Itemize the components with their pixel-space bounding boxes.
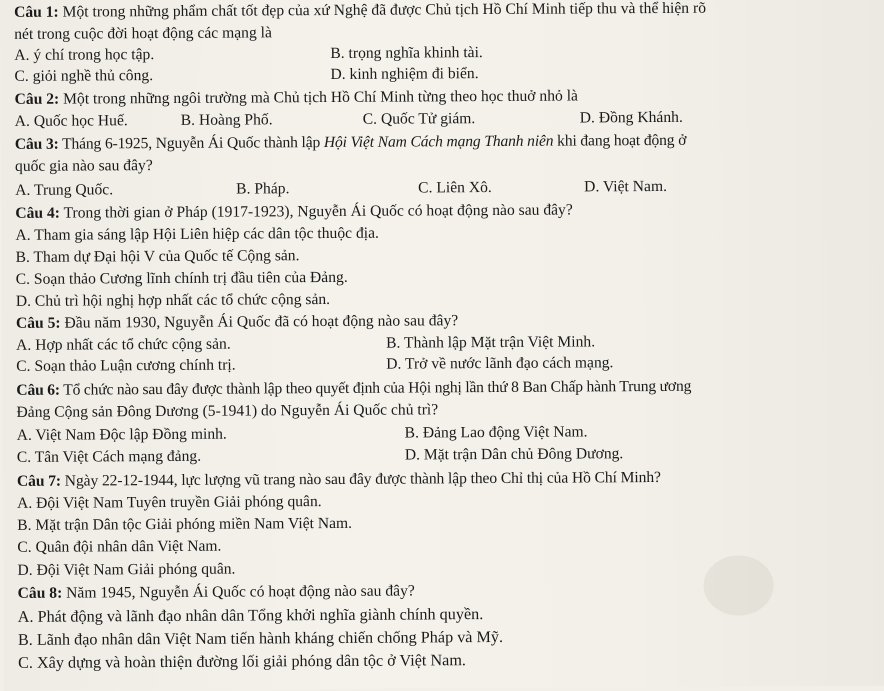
q5-option-b: B. Thành lập Mặt trận Việt Minh. [386, 333, 596, 352]
q8-stem-line-1 [18, 581, 415, 603]
q3-option-c: C. Liên Xô. [418, 178, 492, 197]
q8-option-a: A. Phát động và lãnh đạo nhân dân Tổng khởi nghĩa giành chính quyền. [17, 605, 484, 626]
q2-stem-1: Một trong những ngôi trường mà Chủ tịch Hồ Chí Minh từng theo học thuở nhỏ là [59, 87, 579, 108]
q6-stem-1: Tổ chức nào sau đây được thành lập theo quyết định của Hội nghị lần thứ 8 Ban Chấp hành Trung ương [59, 377, 692, 399]
q5-stem-1: Đầu năm 1930, Nguyễn Ái Quốc đã có hoạt động nào sau đây? [60, 312, 459, 332]
q7-option-d: D. Đội Việt Nam Giải phóng quân. [17, 560, 236, 579]
q3-stem-post: khi đang hoạt động ở [553, 131, 687, 150]
q4-option-d: D. Chủ trì hội nghị hợp nhất các tổ chức cộng sản. [15, 290, 331, 310]
q1-label: Câu 1: [14, 3, 59, 21]
paper-smudge [703, 555, 773, 615]
q5-option-a: A. Hợp nhất các tổ chức cộng sản. [16, 335, 231, 354]
q6-label: Câu 6: [16, 381, 60, 399]
q5-stem-line-1 [16, 311, 458, 334]
q3-stem-line-1 [15, 131, 687, 155]
q4-option-a: A. Tham gia sáng lập Hội Liên hiệp các dân tộc thuộc địa. [15, 224, 379, 244]
q2-option-a: A. Quốc học Huế. [14, 112, 128, 130]
q7-option-a: A. Đội Việt Nam Tuyên truyền Giải phóng quân. [17, 493, 322, 512]
q5-option-d: D. Trở về nước lãnh đạo cách mạng. [386, 354, 614, 373]
q4-stem-line-1 [15, 201, 573, 224]
q3-stem-line-2: quốc gia nào sau đây? [14, 157, 153, 175]
q6-option-d: D. Mặt trận Dân chủ Đông Dương. [404, 445, 624, 464]
q8-label: Câu 8: [17, 584, 63, 602]
q3-label: Câu 3: [14, 135, 59, 153]
q2-label: Câu 2: [14, 90, 60, 108]
q4-label: Câu 4: [15, 204, 60, 222]
q3-option-d: D. Việt Nam. [584, 177, 668, 196]
q2-option-d: D. Đồng Khánh. [579, 108, 683, 127]
q2-stem-line-1 [15, 86, 578, 109]
q6-stem-line-2: Đảng Cộng sản Đông Dương (5-1941) do Nguyễn Ái Quốc chủ trì? [16, 401, 439, 421]
q4-option-b: B. Tham dự Đại hội V của Quốc tế Cộng sản. [15, 247, 300, 266]
q1-option-c: C. giỏi nghề thủ công. [14, 67, 154, 85]
q6-option-a: A. Việt Nam Độc lập Đồng minh. [16, 425, 227, 444]
q8-option-c: C. Xây dựng và hoàn thiện đường lối giải phóng dân tộc ở Việt Nam. [17, 651, 467, 672]
q1-stem-1: Một trong những phẩm chất tốt đẹp của xứ Nghệ đã được Chủ tịch Hồ Chí Minh tiếp thu và thể hiện rõ [58, 0, 707, 21]
q7-option-c: C. Quân đội nhân dân Việt Nam. [17, 537, 222, 556]
q3-stem-italic: Hội Việt Nam Cách mạng Thanh niên [323, 132, 554, 152]
q8-stem-1: Năm 1945, Nguyễn Ái Quốc có hoạt động nào sau đây? [62, 582, 415, 602]
q3-option-b: B. Pháp. [236, 180, 290, 198]
q3-option-a: A. Trung Quốc. [15, 181, 114, 199]
q1-option-d: D. kinh nghiệm đi biển. [330, 65, 479, 83]
q2-option-c: C. Quốc Tử giám. [362, 110, 476, 128]
q4-option-c: C. Soạn thảo Cương lĩnh chính trị đầu tiên của Đảng. [15, 268, 348, 288]
q1-stem-2: nét trong cuộc đời hoạt động các mạng là [14, 24, 272, 43]
q7-stem-line-1 [17, 468, 661, 492]
q2-option-b: B. Hoàng Phố. [180, 111, 273, 129]
q5-label: Câu 5: [15, 314, 61, 332]
q6-stem-line-1 [16, 377, 691, 401]
q1-stem-line-2 [14, 23, 272, 45]
q6-option-b: B. Đảng Lao động Việt Nam. [404, 423, 588, 442]
q8-option-b: B. Lãnh đạo nhân dân Việt Nam tiến hành kháng chiến chống Pháp và Mỹ. [17, 627, 504, 649]
q1-option-a: A. ý chí trong học tập. [14, 46, 155, 64]
q6-option-c: C. Tân Việt Cách mạng đảng. [16, 447, 202, 466]
q3-stem-pre: Tháng 6-1925, Nguyễn Ái Quốc thành lập [58, 134, 324, 153]
q7-option-b: B. Mặt trận Dân tộc Giải phóng miền Nam Việt Nam. [17, 514, 353, 534]
q4-stem-1: Trong thời gian ở Pháp (1917-1923), Nguyễn Ái Quốc có hoạt động nào sau đây? [59, 201, 573, 222]
q7-stem-1: Ngày 22-12-1944, lực lượng vũ trang nào sau đây được thành lập theo Chỉ thị của Hồ Chí Minh? [60, 468, 661, 490]
q7-label: Câu 7: [16, 472, 62, 490]
q1-option-b: B. trọng nghĩa khinh tài. [330, 44, 483, 62]
q5-option-c: C. Soạn thảo Luận cương chính trị. [16, 356, 236, 375]
q1-stem-line-1 [14, 0, 706, 23]
